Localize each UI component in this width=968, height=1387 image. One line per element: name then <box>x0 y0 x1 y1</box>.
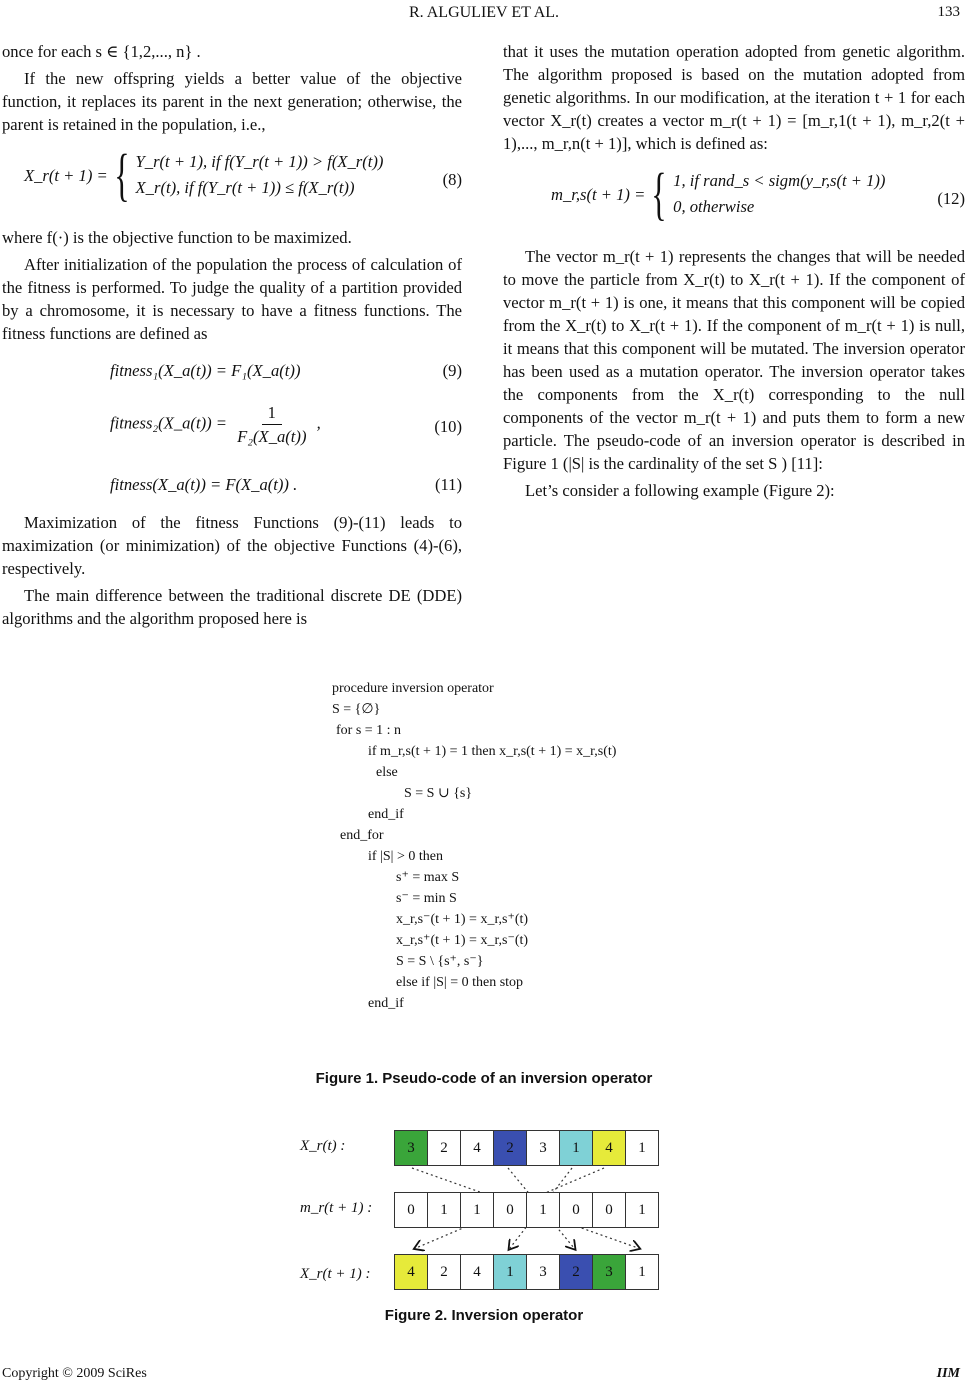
vector-cell: 0 <box>592 1192 626 1228</box>
vector-cell: 4 <box>592 1130 626 1166</box>
paragraph: The main difference between the traditional discrete DE (DDE) algorithms and the algorithm proposed here is <box>2 586 462 628</box>
denominator: F₂(X_a(t)) <box>237 427 307 446</box>
vector-cell: 2 <box>493 1130 527 1166</box>
equation-number: (11) <box>434 475 462 494</box>
code-line: x_r,s⁺(t + 1) = x_r,s⁻(t) <box>396 933 529 948</box>
code-line: procedure inversion operator <box>332 681 494 696</box>
copyright: Copyright © 2009 SciRes <box>2 1366 147 1381</box>
equation-body: fitness(X_a(t)) = F(X_a(t)) . <box>110 475 298 494</box>
equation-case: 1, if rand_s < sigm(y_r,s(t + 1)) <box>673 171 886 190</box>
row-label: m_r(t + 1) : <box>300 1200 373 1216</box>
left-brace-icon: { <box>651 161 667 226</box>
vector-cell: 4 <box>460 1130 494 1166</box>
fraction <box>231 401 312 448</box>
figure-1-pseudocode <box>332 678 732 1014</box>
vector-cell: 3 <box>592 1254 626 1290</box>
code-line: if m_r,s(t + 1) = 1 then x_r,s(t + 1) = x_r,s(t) <box>368 744 617 759</box>
equation-body: fitness₁(X_a(t)) = F₁(X_a(t)) <box>110 361 301 380</box>
code-line: S = {∅} <box>332 702 381 717</box>
vector-cell: 3 <box>526 1254 560 1290</box>
journal-abbrev: IIM <box>936 1366 960 1381</box>
equation-11 <box>2 465 462 505</box>
paragraph: where f(·) is the objective function to be maximized. <box>2 228 352 247</box>
code-line: for s = 1 : n <box>336 723 402 738</box>
paragraph: After initialization of the population the process of calculation of the fitness is performed. To judge the quality of a partition provided by a chromosome, it is necessary to have a fitness functions. The fitness functions are defined as <box>2 255 462 343</box>
page-header <box>0 4 968 26</box>
figure-2-caption: Figure 2. Inversion operator <box>384 1307 584 1324</box>
equation-9 <box>2 351 462 391</box>
paragraph: that it uses the mutation operation adopted from genetic algorithm. The algorithm proposed is based on the mutation adopted from genetic algorithms. In our modification, at the iteration t + 1 for each vector X_r(t) creates a vector m_r(t + 1) = [m_r,1(t + 1), m_r,2(t + 1),..., m_r,n(t + 1)], which is defined as: <box>503 42 965 153</box>
vector-row-mr <box>395 1192 659 1228</box>
equation-lhs: m_r,s(t + 1) = <box>551 184 646 204</box>
paragraph: The vector m_r(t + 1) represents the changes that will be needed to move the particle from X_r(t) to X_r(t + 1). If the component of vector m_r(t + 1) is one, it means that this component will be copied from the X_r(t) to X_r(t + 1). If the component of m_r(t + 1) is null, it means that this component will be mutated. The inversion operator has been used as a mutation operator. The inversion operator takes the components from the X_r(t) corresponding to the null components of the vector m_r(t + 1) and puts them to form a new particle. The pseudo-code of an inversion operator is described in Figure 1 (|S| is the cardinality of the set S ) [11]: <box>503 247 965 473</box>
code-line: else <box>376 765 398 780</box>
numerator: 1 <box>262 401 282 425</box>
equation-lhs: X_r(t + 1) = <box>24 165 108 185</box>
code-line: x_r,s⁻(t + 1) = x_r,s⁺(t) <box>396 912 529 927</box>
equation-number: (12) <box>937 189 965 208</box>
vector-cell: 1 <box>427 1192 461 1228</box>
vector-cell: 1 <box>625 1130 659 1166</box>
row-label: X_r(t + 1) : <box>300 1266 371 1282</box>
vector-cell: 1 <box>460 1192 494 1228</box>
vector-cell: 2 <box>559 1254 593 1290</box>
code-line: s⁺ = max S <box>396 870 460 885</box>
row-label: X_r(t) : <box>300 1138 346 1154</box>
equation-number: (9) <box>442 361 462 380</box>
equation-10: fitness₂(X_a(t)) = $\frac{1}{\text{F₂(X\_a(t))}}$ , (10) <box>110 403 462 446</box>
figure-1-caption: Figure 1. Pseudo-code of an inversion operator <box>315 1070 653 1087</box>
paragraph: If the new offspring yields a better value of the objective function, it replaces its parent in the next generation; otherwise, the parent is retained in the population, i.e., <box>2 69 462 134</box>
equation-case: X_r(t), if f(Y_r(t + 1)) ≤ f(X_r(t)) <box>135 178 355 197</box>
code-line: else if |S| = 0 then stop <box>396 975 524 990</box>
vector-cell: 4 <box>394 1254 428 1290</box>
vector-cell: 3 <box>526 1130 560 1166</box>
paragraph: Let’s consider a following example (Figure 2): <box>525 481 835 500</box>
left-column <box>2 40 462 634</box>
paragraph: once for each s ∈ {1,2,..., n} . <box>2 42 201 61</box>
figure-2-inversion <box>300 1120 680 1300</box>
vector-cell: 1 <box>625 1254 659 1290</box>
vector-cell: 3 <box>394 1130 428 1166</box>
equation-case: 0, otherwise <box>673 197 755 216</box>
page-number: 133 <box>937 4 960 20</box>
vector-cell: 0 <box>559 1192 593 1228</box>
vector-cell: 1 <box>559 1130 593 1166</box>
equation-number: (8) <box>442 170 462 189</box>
code-line: S = S ∪ {s} <box>404 786 473 801</box>
code-line: s⁻ = min S <box>396 891 457 906</box>
vector-cell: 4 <box>460 1254 494 1290</box>
right-column <box>503 40 965 506</box>
equation-12 <box>503 161 965 239</box>
vector-cell: 1 <box>493 1254 527 1290</box>
equation-lhs: fitness₂(X_a(t)) = <box>110 413 227 433</box>
vector-cell: 0 <box>493 1192 527 1228</box>
left-brace-icon: { <box>113 142 130 207</box>
running-title: R. ALGULIEV ET AL. <box>408 4 560 21</box>
code-line: end_for <box>340 828 384 843</box>
vector-cell: 2 <box>427 1254 461 1290</box>
vector-row-xr-t1 <box>395 1254 659 1290</box>
equation-number: (10) <box>434 417 462 436</box>
code-line: end_if <box>368 807 404 822</box>
code-line: S = S \ {s⁺, s⁻} <box>396 954 484 969</box>
equation-8 <box>2 142 462 220</box>
vector-cell: 1 <box>526 1192 560 1228</box>
vector-cell: 0 <box>394 1192 428 1228</box>
code-line: end_if <box>368 996 404 1011</box>
vector-cell: 2 <box>427 1130 461 1166</box>
vector-row-xr-t <box>395 1130 659 1166</box>
vector-cell: 1 <box>625 1192 659 1228</box>
equation-case: Y_r(t + 1), if f(Y_r(t + 1)) > f(X_r(t)) <box>135 152 384 171</box>
code-line: if |S| > 0 then <box>368 849 443 864</box>
paragraph: Maximization of the fitness Functions (9)-(11) leads to maximization (or minimization) of the objective Functions (4)-(6), respectively. <box>2 513 462 578</box>
